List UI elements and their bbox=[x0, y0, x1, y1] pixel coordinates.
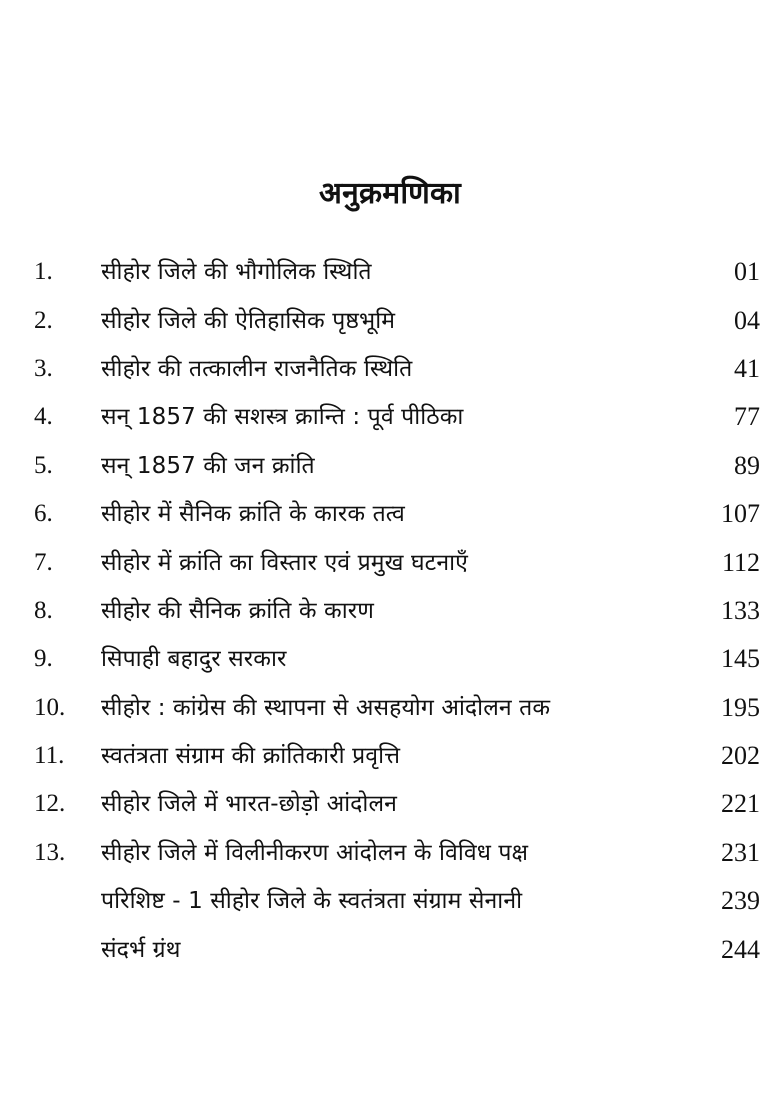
entry-title: सीहोर में सैनिक क्रांति के कारक तत्व bbox=[101, 501, 405, 528]
entry-title: सीहोर जिले में विलीनीकरण आंदोलन के विविध पक्ष bbox=[101, 839, 529, 866]
entry-title: सीहोर की तत्कालीन राजनैतिक स्थिति bbox=[101, 355, 413, 382]
entry-page-number: 231 bbox=[721, 837, 760, 867]
entry-title: सीहोर जिले की ऐतिहासिक पृष्ठभूमि bbox=[101, 307, 396, 334]
entry-page-number: 112 bbox=[721, 547, 760, 577]
entry-page-number: 89 bbox=[734, 450, 760, 480]
entry-number: 3. bbox=[34, 354, 53, 382]
entry-number: 4. bbox=[34, 403, 53, 431]
entry-number: 1. bbox=[34, 258, 53, 286]
entry-title: परिशिष्ट - 1 सीहोर जिले के स्वतंत्रता संग्राम सेनानी bbox=[101, 888, 523, 915]
entry-page-number: 239 bbox=[721, 886, 760, 916]
toc-entry-12 bbox=[34, 780, 760, 828]
entry-title: सीहोर जिले की भौगोलिक स्थिति bbox=[101, 259, 372, 286]
toc-entry-5 bbox=[34, 442, 760, 490]
entry-page-number: 195 bbox=[721, 692, 760, 722]
entry-number: 6. bbox=[34, 500, 53, 528]
toc-entry-7 bbox=[34, 538, 760, 586]
entry-number: 2. bbox=[34, 306, 53, 334]
entry-title: सीहोर : कांग्रेस की स्थापना से असहयोग आंदोलन तक bbox=[101, 694, 551, 721]
entry-page-number: 77 bbox=[734, 402, 760, 432]
toc-entry-10 bbox=[34, 684, 760, 732]
entry-page-number: 133 bbox=[721, 595, 760, 625]
entry-title: स्वतंत्रता संग्राम की क्रांतिकारी प्रवृत्ति bbox=[101, 743, 401, 770]
entry-page-number: 202 bbox=[721, 741, 760, 771]
toc-entry-appendix-1 bbox=[34, 877, 760, 925]
entry-number: 7. bbox=[34, 548, 53, 576]
toc-entry-1 bbox=[34, 248, 760, 296]
entry-page-number: 41 bbox=[734, 353, 760, 383]
entry-number: 13. bbox=[34, 838, 66, 866]
toc-entry-3 bbox=[34, 345, 760, 393]
toc-entry-6 bbox=[34, 490, 760, 538]
entry-title: सन् 1857 की जन क्रांति bbox=[101, 452, 315, 479]
toc-entry-bibliography bbox=[34, 925, 760, 973]
entry-page-number: 04 bbox=[734, 305, 760, 335]
entry-title: सन् 1857 की सशस्त्र क्रान्ति : पूर्व पीठिका bbox=[101, 404, 464, 431]
entry-title: सीहोर में क्रांति का विस्तार एवं प्रमुख घटनाएँ bbox=[101, 549, 468, 576]
entry-page-number: 221 bbox=[721, 789, 760, 819]
entry-title: सीहोर जिले में भारत-छोड़ो आंदोलन bbox=[101, 791, 398, 818]
entry-title: सीहोर की सैनिक क्रांति के कारण bbox=[101, 597, 375, 624]
page-title: अनुक्रमणिका bbox=[318, 176, 462, 212]
entry-number: 5. bbox=[34, 451, 53, 479]
toc-entry-4 bbox=[34, 393, 760, 441]
entry-number: 8. bbox=[34, 596, 53, 624]
entry-number: 9. bbox=[34, 645, 53, 673]
toc-entry-9 bbox=[34, 635, 760, 683]
toc-entry-13 bbox=[34, 829, 760, 877]
entry-number: 10. bbox=[34, 693, 66, 721]
toc-entry-11 bbox=[34, 732, 760, 780]
contents-list bbox=[34, 248, 760, 974]
toc-entry-8 bbox=[34, 587, 760, 635]
entry-page-number: 145 bbox=[721, 644, 760, 674]
entry-page-number: 244 bbox=[721, 934, 760, 964]
entry-title: संदर्भ ग्रंथ bbox=[101, 936, 181, 963]
toc-entry-2 bbox=[34, 296, 760, 344]
entry-number: 12. bbox=[34, 790, 66, 818]
entry-title: सिपाही बहादुर सरकार bbox=[101, 646, 287, 673]
entry-page-number: 01 bbox=[734, 257, 760, 287]
entry-number: 11. bbox=[34, 742, 65, 770]
entry-page-number: 107 bbox=[721, 499, 760, 529]
